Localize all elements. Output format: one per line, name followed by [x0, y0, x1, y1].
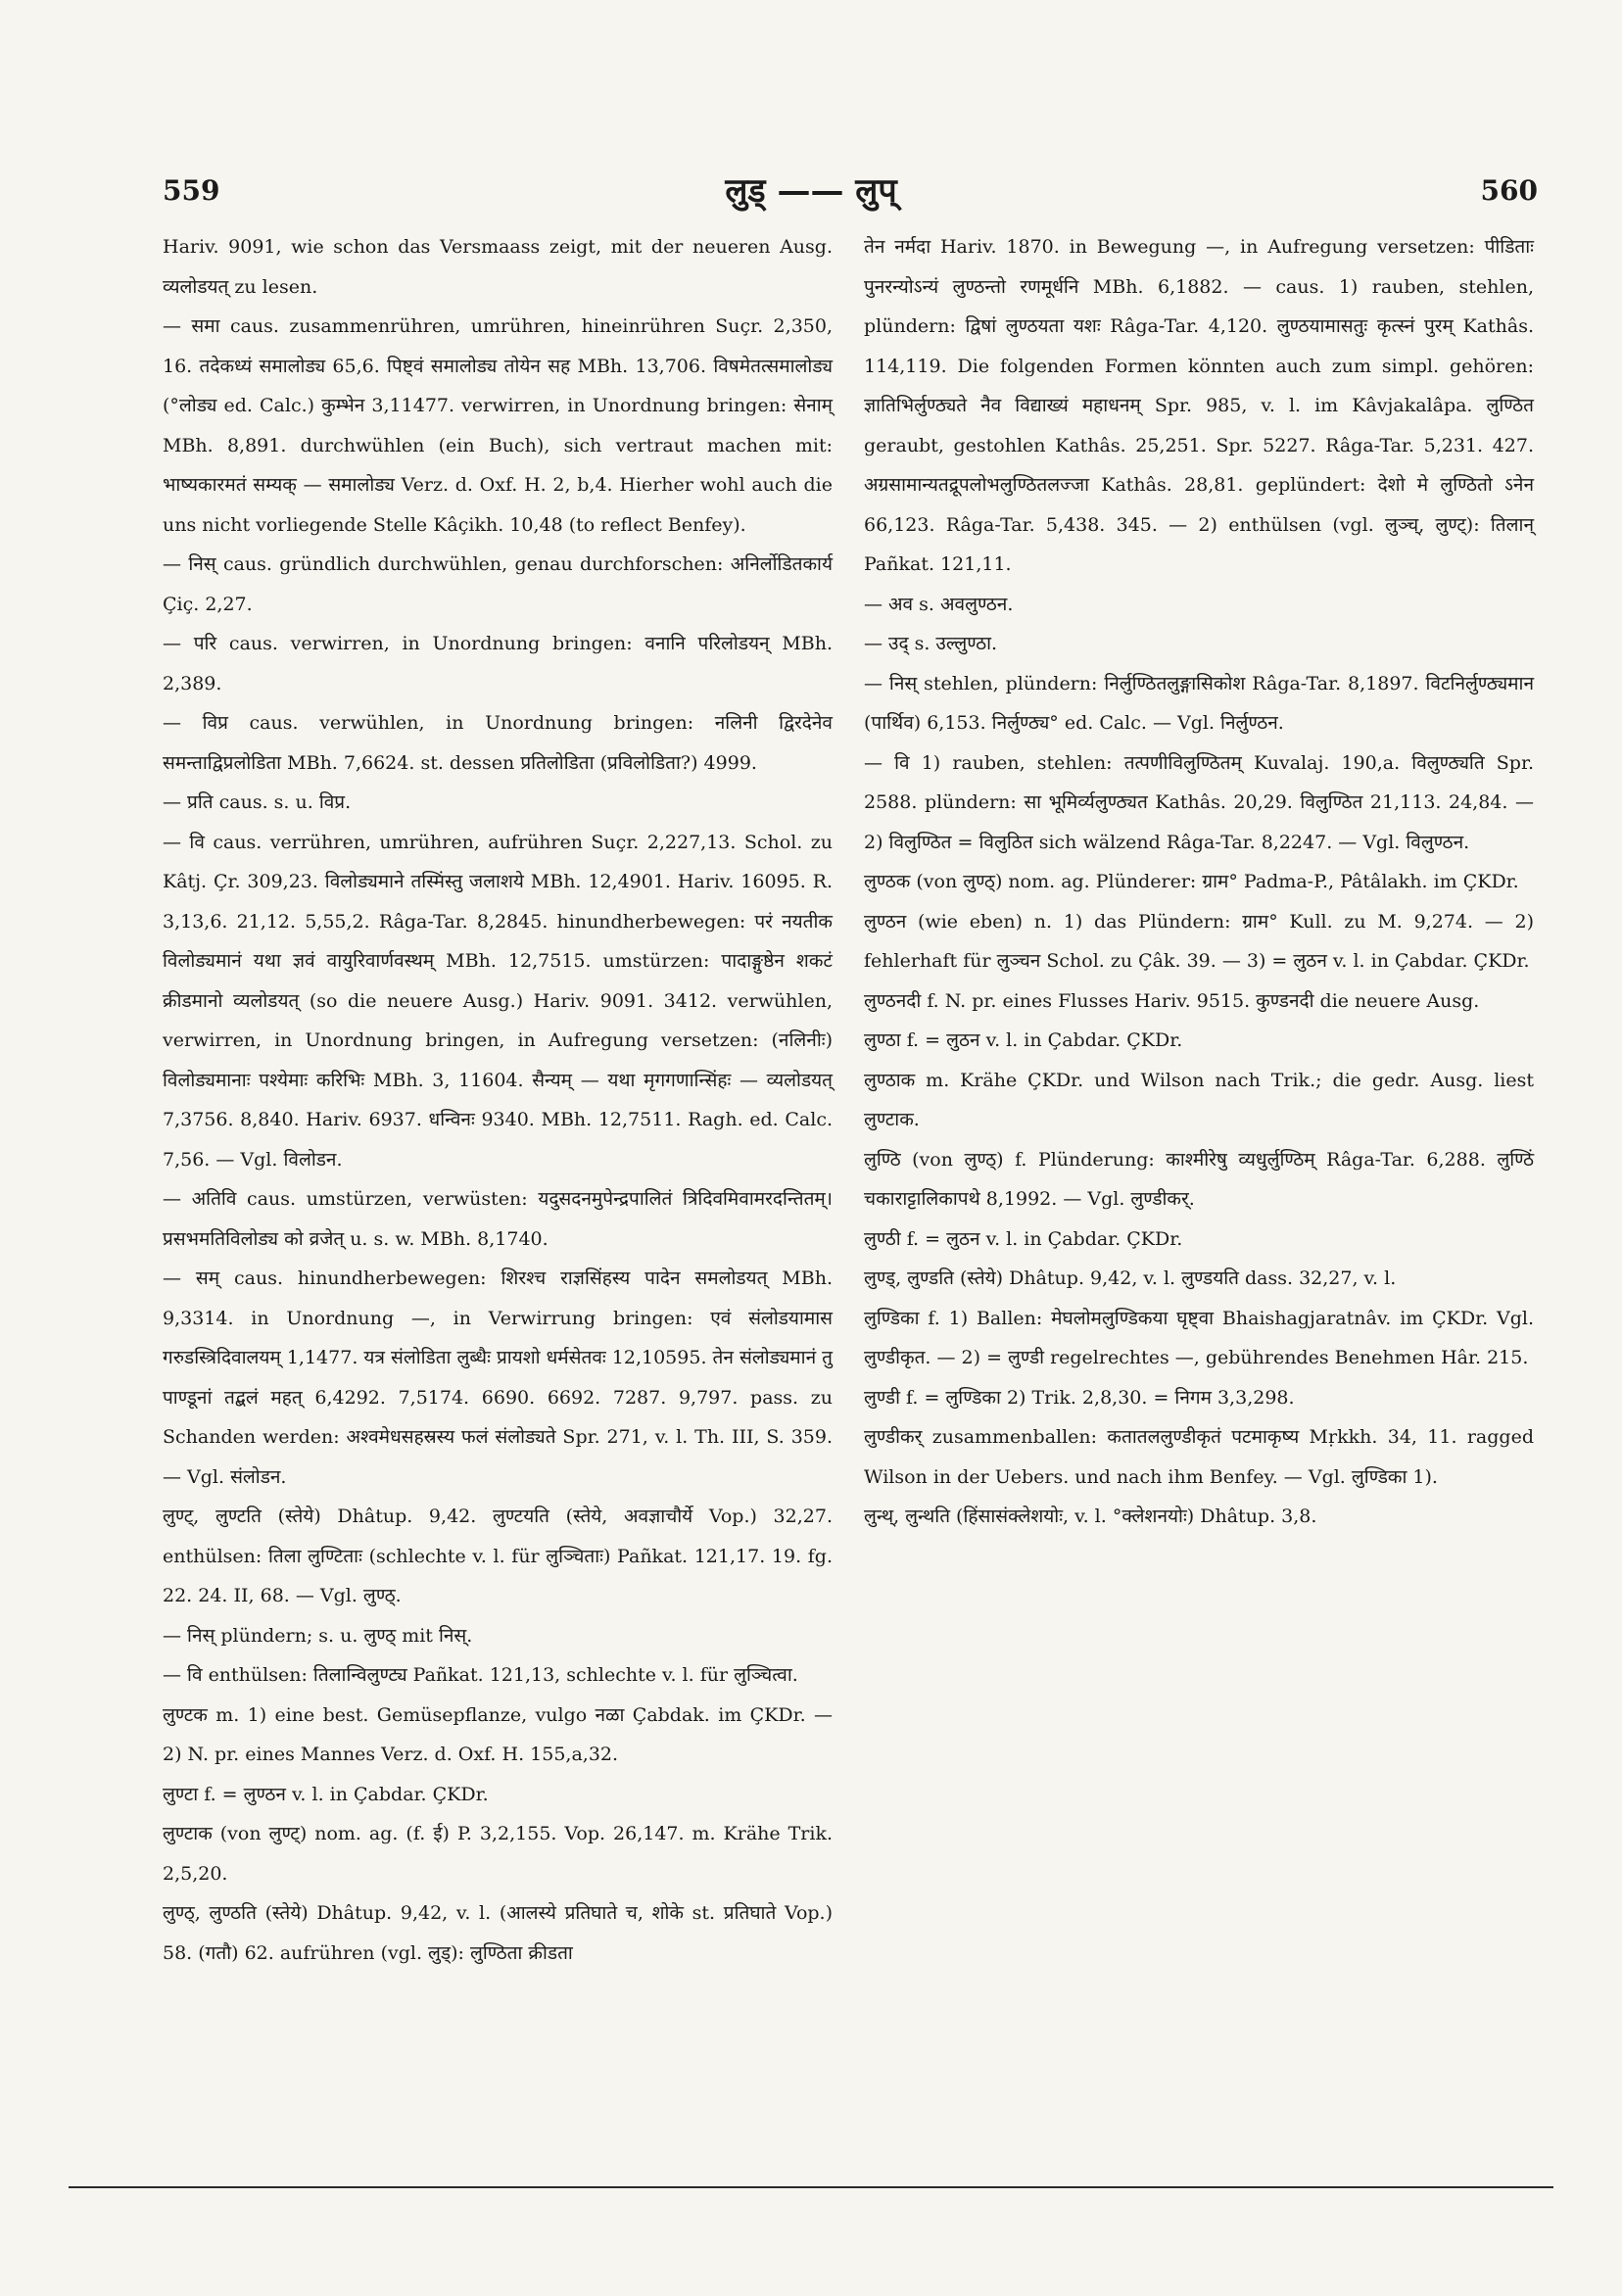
- entry-paragraph: Hariv. 9091, wie schon das Versmaass zeigt, mit der neueren Ausg. व्यलोडयत् zu lesen.: [163, 236, 833, 298]
- entry-paragraph: लुण्डी f. = लुण्डिका 2) Trik. 2,8,30. = निगम 3,3,298.: [864, 1386, 1295, 1409]
- entry-paragraph: लुण्टक m. 1) eine best. Gemüsepflanze, vulgo नळा Çabdak. im ÇKDr. — 2) N. pr. eines Mannes Verz. d. Oxf. H. 155,a,32.: [163, 1703, 833, 1765]
- entry-paragraph: लुण्टाक (von लुण्ट्) nom. ag. (f. ई) P. 3,2,155. Vop. 26,147. m. Krähe Trik. 2,5,20.: [163, 1823, 833, 1885]
- entry-paragraph: लुण्डिका f. 1) Ballen: मेघलोमलुण्डिकया घृष्ट्वा Bhaishagjaratnâv. im ÇKDr. Vgl. लुण्डीकृत. — 2) = लुण्डी regelrechtes —, gebührendes Benehmen Hâr. 215.: [864, 1307, 1534, 1368]
- right-column: [864, 227, 1534, 1537]
- entry-paragraph: — वि 1) rauben, stehlen: तत्पणीविलुण्ठितम् Kuvalaj. 190,a. विलुण्ठ्यति Spr. 2588. plündern: सा भूमिर्व्यलुण्ठ्यत Kathâs. 20,29. विलुण्ठित 21,113. 24,84. — 2) विलुण्ठित = विलुठित sich wälzend Râga-Tar. 8,2247. — Vgl. विलुण्ठन.: [864, 751, 1534, 853]
- entry-paragraph: — अतिवि caus. umstürzen, verwüsten: यदुसदनमुपेन्द्रपालितं त्रिदिवमिवामरदन्तितम्। प्रसभमतिविलोड्य को व्रजेत् u. s. w. MBh. 8,1740.: [163, 1188, 833, 1250]
- page-header: [0, 167, 1622, 214]
- left-column: [163, 227, 833, 1973]
- entry-paragraph: — प्रति caus. s. u. विप्र.: [163, 791, 352, 813]
- entry-paragraph: लुण्ठन (wie eben) n. 1) das Plündern: ग्राम° Kull. zu M. 9,274. — 2) fehlerhaft für लुञ्चन Schol. zu Çâk. 39. — 3) = लुठन v. l. in Çabdar. ÇKDr.: [864, 910, 1534, 972]
- entry-paragraph: लुण्ठी f. = लुठन v. l. in Çabdar. ÇKDr.: [864, 1227, 1183, 1250]
- entry-paragraph: लुण्डीकर् zusammenballen: कतातललुण्डीकृतं पटमाकृष्य Mṛkkh. 34, 11. ragged Wilson in der Uebers. und nach ihm Benfey. — Vgl. लुण्डिका 1).: [864, 1426, 1534, 1488]
- entry-paragraph: — सम् caus. hinundherbewegen: शिरश्च राज्ञसिंहस्य पादेन समलोडयत् MBh. 9,3314. in Unordnung —, in Verwirrung bringen: एवं संलोडयामास गरुडस्त्रिदिवालयम् 1,1477. यत्र संलोडिता लुब्धैः प्रायशो धर्मसेतवः 12,10595. तेन संलोड्यमानं तु पाण्डूनां तद्बलं महत् 6,4292. 7,5174. 6690. 6692. 7287. 9,797. pass. zu Schanden werden: अश्वमेधसहस्रस्य फलं संलोड्यते Spr. 271, v. l. Th. III, S. 359. — Vgl. संलोडन.: [163, 1268, 833, 1488]
- entry-paragraph: लुण्ठक (von लुण्ठ्) nom. ag. Plünderer: ग्राम° Padma-P., Pâtâlakh. im ÇKDr.: [864, 871, 1519, 892]
- entry-paragraph: — उद् s. उल्लुण्ठा.: [864, 633, 998, 654]
- running-headword: लुड् —— लुप्: [725, 171, 897, 211]
- entry-paragraph: — वि caus. verrühren, umrühren, aufrühren Suçr. 2,227,13. Schol. zu Kâtj. Çr. 309,23. विलोड्यमाने तस्मिंस्तु जलाशये MBh. 12,4901. Hariv. 16095. R. 3,13,6. 21,12. 5,55,2. Râga-Tar. 8,2845. hinundherbewegen: परं नयतीक विलोड्यमानं यथा ज्ञवं वायुरिवार्णवस्थम् MBh. 12,7515. umstürzen: पादाङ्गुष्ठेन शकटं क्रीडमानो व्यलोडयत् (so die neuere Ausg.) Hariv. 9091. 3412. verwühlen, verwirren, in Unordnung bringen, in Aufregung versetzen: (नलिनीः) विलोड्यमानाः पश्येमाः करिभिः MBh. 3, 11604. सैन्यम् — यथा मृगगणान्सिंहः — व्यलोडयत् 7,3756. 8,840. Hariv. 6937. धन्विनः 9340. MBh. 12,7511. Ragh. ed. Calc. 7,56. — Vgl. विलोडन.: [163, 831, 833, 1171]
- entry-paragraph: — निस् caus. gründlich durchwühlen, genau durchforschen: अनिर्लोडितकार्य Çiç. 2,27.: [163, 553, 833, 615]
- entry-paragraph: — वि enthülsen: तिलान्विलुण्ट्य Pañkat. 121,13, schlechte v. l. für लुञ्चित्वा.: [163, 1664, 798, 1686]
- entry-paragraph: लुन्थ्, लुन्थति (हिंसासंक्लेशयोः, v. l. °क्लेशनयोः) Dhâtup. 3,8.: [864, 1506, 1317, 1527]
- entry-paragraph: — समा caus. zusammenrühren, umrühren, hineinrühren Suçr. 2,350, 16. तदेकध्यं समालोड्य 65,6. पिष्ट्वं समालोड्य तोयेन सह MBh. 13,706. विषमेतत्समालोड्य (°लोड्य ed. Calc.) कुम्भेन 3,11477. verwirren, in Unordnung bringen: सेनाम् MBh. 8,891. durchwühlen (ein Buch), sich vertraut machen mit: भाष्यकारमतं सम्यक् — समालोड्य Verz. d. Oxf. H. 2, b,4. Hierher wohl auch die uns nicht vorliegende Stelle Kâçikh. 10,48 (to reflect Benfey).: [163, 315, 833, 536]
- entry-paragraph: लुण्ठा f. = लुठन v. l. in Çabdar. ÇKDr.: [864, 1029, 1183, 1051]
- entry-paragraph: लुण्ड्, लुण्डति (स्तेये) Dhâtup. 9,42, v. l. लुण्डयति dass. 32,27, v. l.: [864, 1268, 1397, 1289]
- entry-paragraph: लुण्टा f. = लुण्ठन v. l. in Çabdar. ÇKDr.: [163, 1783, 489, 1805]
- page-number-left: 559: [163, 174, 220, 207]
- entry-paragraph: — निस् plündern; s. u. लुण्ठ् mit निस्.: [163, 1624, 473, 1647]
- entry-paragraph: — अव s. अवलुण्ठन.: [864, 593, 1014, 615]
- entry-paragraph: — निस् stehlen, plündern: निर्लुण्ठितलुङ्गासिकोश Râga-Tar. 8,1897. विटनिर्लुण्ठ्यमान (पार्थिव) 6,153. निर्लुण्ठ्य° ed. Calc. — Vgl. निर्लुण्ठन.: [864, 672, 1534, 734]
- footer-rule: [69, 2186, 1553, 2188]
- entry-paragraph: लुण्ठ्, लुण्ठति (स्तेये) Dhâtup. 9,42, v. l. (आलस्ये प्रतिघाते च, शोके st. प्रतिघाते Vop.) 58. (गतौ) 62. aufrühren (vgl. लुड्): लुण्ठिता क्रीडता: [163, 1902, 833, 1964]
- entry-paragraph: लुण्ठि (von लुण्ठ्) f. Plünderung: काश्मीरेषु व्यधुर्लुण्ठिम् Râga-Tar. 6,288. लुण्ठिं चकाराट्टालिकापथे 8,1992. — Vgl. लुण्डीकर्.: [864, 1148, 1534, 1210]
- entry-paragraph: लुण्ट्, लुण्टति (स्तेये) Dhâtup. 9,42. लुण्टयति (स्तेये, अवज्ञाचौर्ये Vop.) 32,27. enthülsen: तिला लुण्टिताः (schlechte v. l. für लुञ्चिताः) Pañkat. 121,17. 19. fg. 22. 24. II, 68. — Vgl. लुण्ठ्.: [163, 1506, 833, 1606]
- page-number-right: 560: [1480, 174, 1538, 207]
- entry-paragraph: — परि caus. verwirren, in Unordnung bringen: वनानि परिलोडयन् MBh. 2,389.: [163, 633, 833, 694]
- entry-paragraph: तेन नर्मदा Hariv. 1870. in Bewegung —, in Aufregung versetzen: पीडिताः पुनरन्योऽन्यं लुण्ठन्तो रणमूर्धनि MBh. 6,1882. — caus. 1) rauben, stehlen, plündern: द्विषां लुण्ठयता यशः Râga-Tar. 4,120. लुण्ठयामासतुः कृत्स्नं पुरम् Kathâs. 114,119. Die folgenden Formen könnten auch zum simpl. gehören: ज्ञातिभिर्लुण्ठ्यते नैव विद्याख्यं महाधनम् Spr. 985, v. l. im Kâvjakalâpa. लुण्ठित geraubt, gestohlen Kathâs. 25,251. Spr. 5227. Râga-Tar. 5,231. 427. अग्रसामान्यतद्रूपलोभलुण्ठितलज्जा Kathâs. 28,81. geplündert: देशो मे लुण्ठितो ऽनेन 66,123. Râga-Tar. 5,438. 345. — 2) enthülsen (vgl. लुञ्च्, लुण्ट्): तिलान् Pañkat. 121,11.: [864, 236, 1534, 575]
- entry-paragraph: लुण्ठाक m. Krähe ÇKDr. und Wilson nach Trik.; die gedr. Ausg. liest लुण्टाक.: [864, 1069, 1534, 1130]
- entry-paragraph: — विप्र caus. verwühlen, in Unordnung bringen: नलिनी द्विरदेनेव समन्ताद्विप्रलोडिता MBh. 7,6624. st. dessen प्रतिलोडिता (प्रविलोडिता?) 4999.: [163, 712, 833, 774]
- entry-paragraph: लुण्ठनदी f. N. pr. eines Flusses Hariv. 9515. कुण्डनदी die neuere Ausg.: [864, 989, 1480, 1012]
